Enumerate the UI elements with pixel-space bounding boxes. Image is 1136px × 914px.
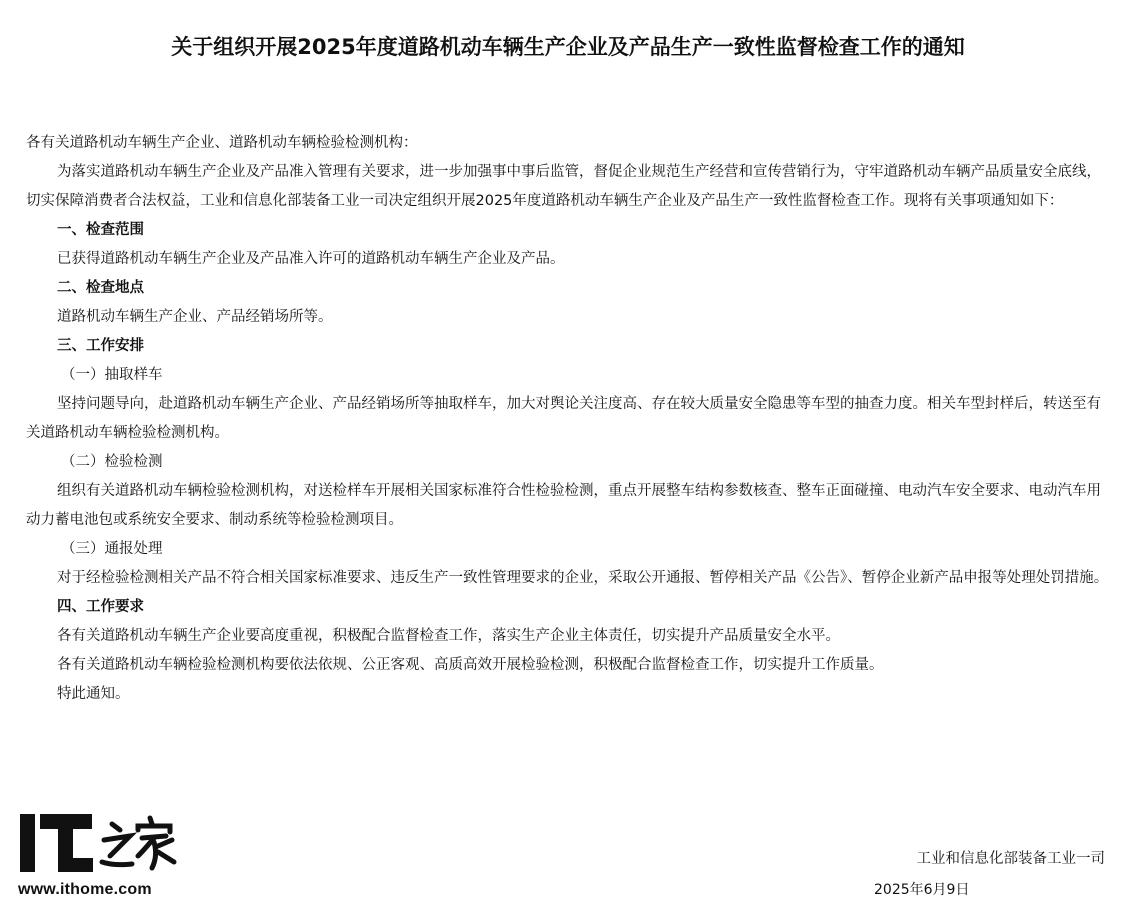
subsection-text-testing: 组织有关道路机动车辆检验检测机构，对送检样车开展相关国家标准符合性检验检测，重点开展整车结构参数核查、整车正面碰撞、电动汽车安全要求、电动汽车用动力蓄电池包或系统安全要求、制动系统等检验检测项目。 xyxy=(26,483,1101,528)
closing-text: 特此通知。 xyxy=(57,686,130,702)
section-text-scope: 已获得道路机动车辆生产企业及产品准入许可的道路机动车辆生产企业及产品。 xyxy=(57,251,565,267)
subsection-text-sampling: 坚持问题导向，赴道路机动车辆生产企业、产品经销场所等抽取样车，加大对舆论关注度高、存在较大质量安全隐患等车型的抽查力度。相关车型封样后，转送至有关道路机动车辆检验检测机构。 xyxy=(26,396,1101,441)
signature-organization: 工业和信息化部装备工业一司 xyxy=(916,851,1105,867)
section-heading-arrangement: 三、工作安排 xyxy=(57,338,144,354)
requirement-text-institutions: 各有关道路机动车辆检验检测机构要依法依规、公正客观、高质高效开展检验检测，积极配合监督检查工作，切实提升工作质量。 xyxy=(57,657,884,673)
salutation: 各有关道路机动车辆生产企业、道路机动车辆检验检测机构： xyxy=(26,135,418,151)
signature-date: 2025年6月9日 xyxy=(874,882,970,898)
section-heading-scope: 一、检查范围 xyxy=(57,222,144,238)
section-heading-location: 二、检查地点 xyxy=(57,280,144,296)
requirement-text-enterprises: 各有关道路机动车辆生产企业要高度重视，积极配合监督检查工作，落实生产企业主体责任，切实提升产品质量安全水平。 xyxy=(57,628,840,644)
intro-paragraph: 为落实道路机动车辆生产企业及产品准入管理有关要求，进一步加强事中事后监管，督促企业规范生产经营和宣传营销行为，守牢道路机动车辆产品质量安全底线，切实保障消费者合法权益，工业和信息化部装备工业一司决定组织开展2025年度道路机动车辆生产企业及产品生产一致性监督检查工作。现将有关事项通知如下： xyxy=(26,164,1101,209)
subsection-heading-reporting: （三）通报处理 xyxy=(61,541,163,557)
section-heading-requirements: 四、工作要求 xyxy=(57,599,144,615)
ithome-url: www.ithome.com xyxy=(18,881,152,898)
subsection-text-reporting: 对于经检验检测相关产品不符合相关国家标准要求、违反生产一致性管理要求的企业，采取公开通报、暂停相关产品《公告》、暂停企业新产品申报等处理处罚措施。 xyxy=(57,570,1109,586)
subsection-heading-testing: （二）检验检测 xyxy=(61,454,163,470)
subsection-heading-sampling: （一）抽取样车 xyxy=(61,367,163,383)
section-text-location: 道路机动车辆生产企业、产品经销场所等。 xyxy=(57,309,333,325)
document-body xyxy=(26,129,1110,709)
document-title: 关于组织开展2025年度道路机动车辆生产企业及产品生产一致性监督检查工作的通知 xyxy=(171,35,965,59)
